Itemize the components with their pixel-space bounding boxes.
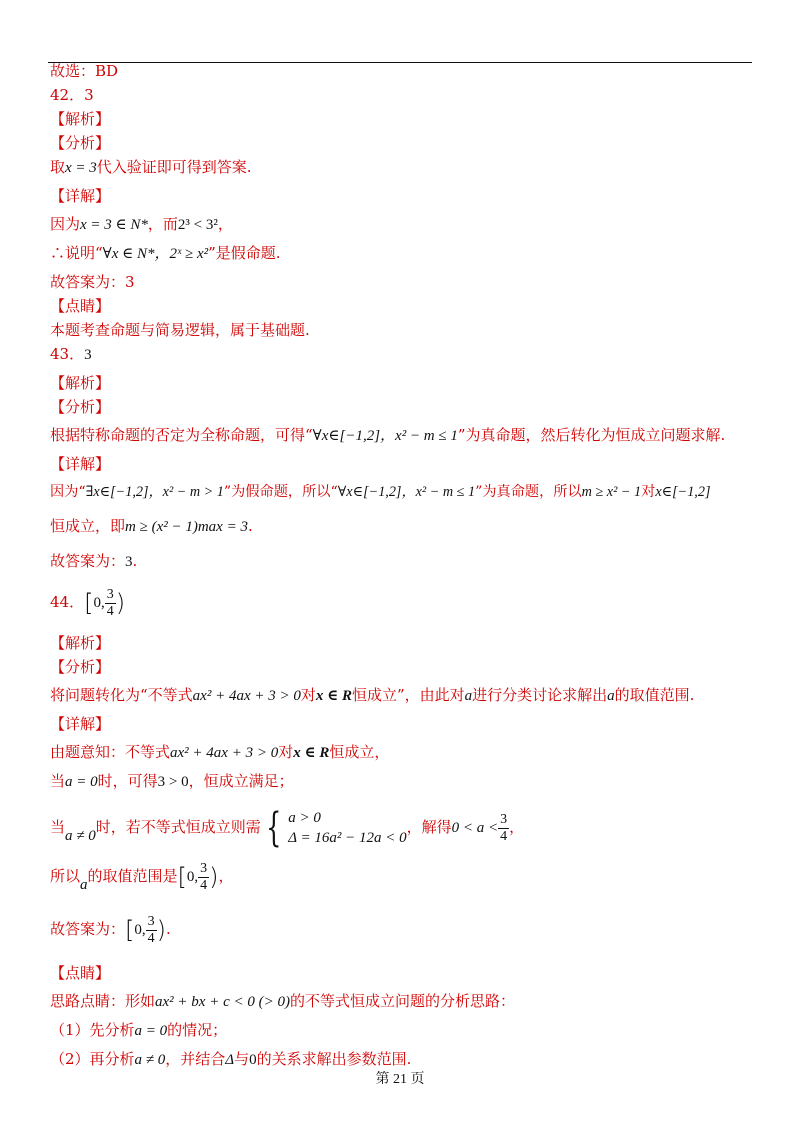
q44-dianjing: 【点睛】: [50, 964, 111, 982]
q42-detail-2: ∴说明“∀x ∈ N*，2ˣ ≥ x²”是假命题.: [50, 244, 281, 262]
q43-fenxi: 【分析】: [50, 398, 111, 416]
q44-step-1: （1）先分析a = 0的情况；: [50, 1021, 228, 1039]
q44-fenxi-text: 将问题转化为“不等式ax² + 4ax + 3 > 0对x ∈ R恒成立”，由此对a进行分类讨论求解出a的取值范围.: [50, 686, 695, 704]
q44-fenxi: 【分析】: [50, 658, 111, 676]
q44-jiexi: 【解析】: [50, 634, 111, 652]
q44-dianjing-text: 思路点睛：形如ax² + bx + c < 0 (> 0)的不等式恒成立问题的分析思路：: [50, 992, 515, 1010]
q42-xiangjie: 【详解】: [50, 187, 111, 205]
q44-number: 44．[0, $\frac{3}{4}$ ): [50, 586, 126, 619]
q42-answer: 故答案为：3: [50, 273, 135, 291]
q44-answer: 故答案为：[0, $\frac{3}{4}$ ).: [50, 913, 171, 946]
q42-detail-1: 因为x = 3 ∈ N*，而2³ < 3²，: [50, 215, 233, 233]
q42-fenxi: 【分析】: [50, 134, 111, 152]
q42-dianjing: 【点睛】: [50, 297, 111, 315]
q43-answer: 故答案为：3.: [50, 552, 138, 570]
page-footer: 第 21 页: [375, 1072, 425, 1087]
q42-fenxi-text: 取x = 3代入验证即可得到答案.: [50, 158, 252, 176]
q43-detail-1: 因为“∃x∈[−1,2]，x² − m > 1”为假命题，所以“∀x∈[−1,2]，x² − m ≤ 1”为真命题，所以m ≥ x² − 1对x∈[−1,2]: [50, 484, 711, 500]
q42-number: 42．3: [50, 86, 94, 104]
document-body: [50, 60, 750, 1071]
q43-fenxi-text: 根据特称命题的否定为全称命题，可得“∀x∈[−1,2]，x² − m ≤ 1”为真命题，然后转化为恒成立问题求解.: [50, 426, 726, 444]
prev-answer: 故选：BD: [50, 62, 119, 80]
q43-xiangjie: 【详解】: [50, 455, 111, 473]
q44-detail-4: 所以a的取值范围是[0, $\frac{3}{4}$ )，: [50, 860, 234, 893]
q44-step-2: （2）再分析a ≠ 0，并结合Δ与0的关系求解出参数范围.: [50, 1050, 412, 1068]
q44-detail-1: 由题意知：不等式ax² + 4ax + 3 > 0对x ∈ R恒成立，: [50, 743, 390, 761]
q43-detail-2: 恒成立，即m ≥ (x² − 1)max = 3.: [50, 517, 253, 535]
q44-fraction: $\frac{3}{4}$: [106, 586, 114, 619]
q44-detail-3: 当a ≠ 0时，若不等式恒成立则需 { a > 0 Δ = 16a² − 12a < 0 ，解得0 < a < $\frac{3}{4}$ ，: [50, 805, 525, 851]
q42-jiexi: 【解析】: [50, 110, 111, 128]
q42-dianjing-text: 本题考查命题与简易逻辑，属于基础题.: [50, 321, 310, 339]
q44-xiangjie: 【详解】: [50, 715, 111, 733]
q43-jiexi: 【解析】: [50, 374, 111, 392]
q44-condition-system: { a > 0 Δ = 16a² − 12a < 0: [265, 805, 407, 851]
q44-detail-2: 当a = 0时，可得3 > 0，恒成立满足；: [50, 772, 294, 790]
q43-number: 43．3: [50, 345, 92, 363]
